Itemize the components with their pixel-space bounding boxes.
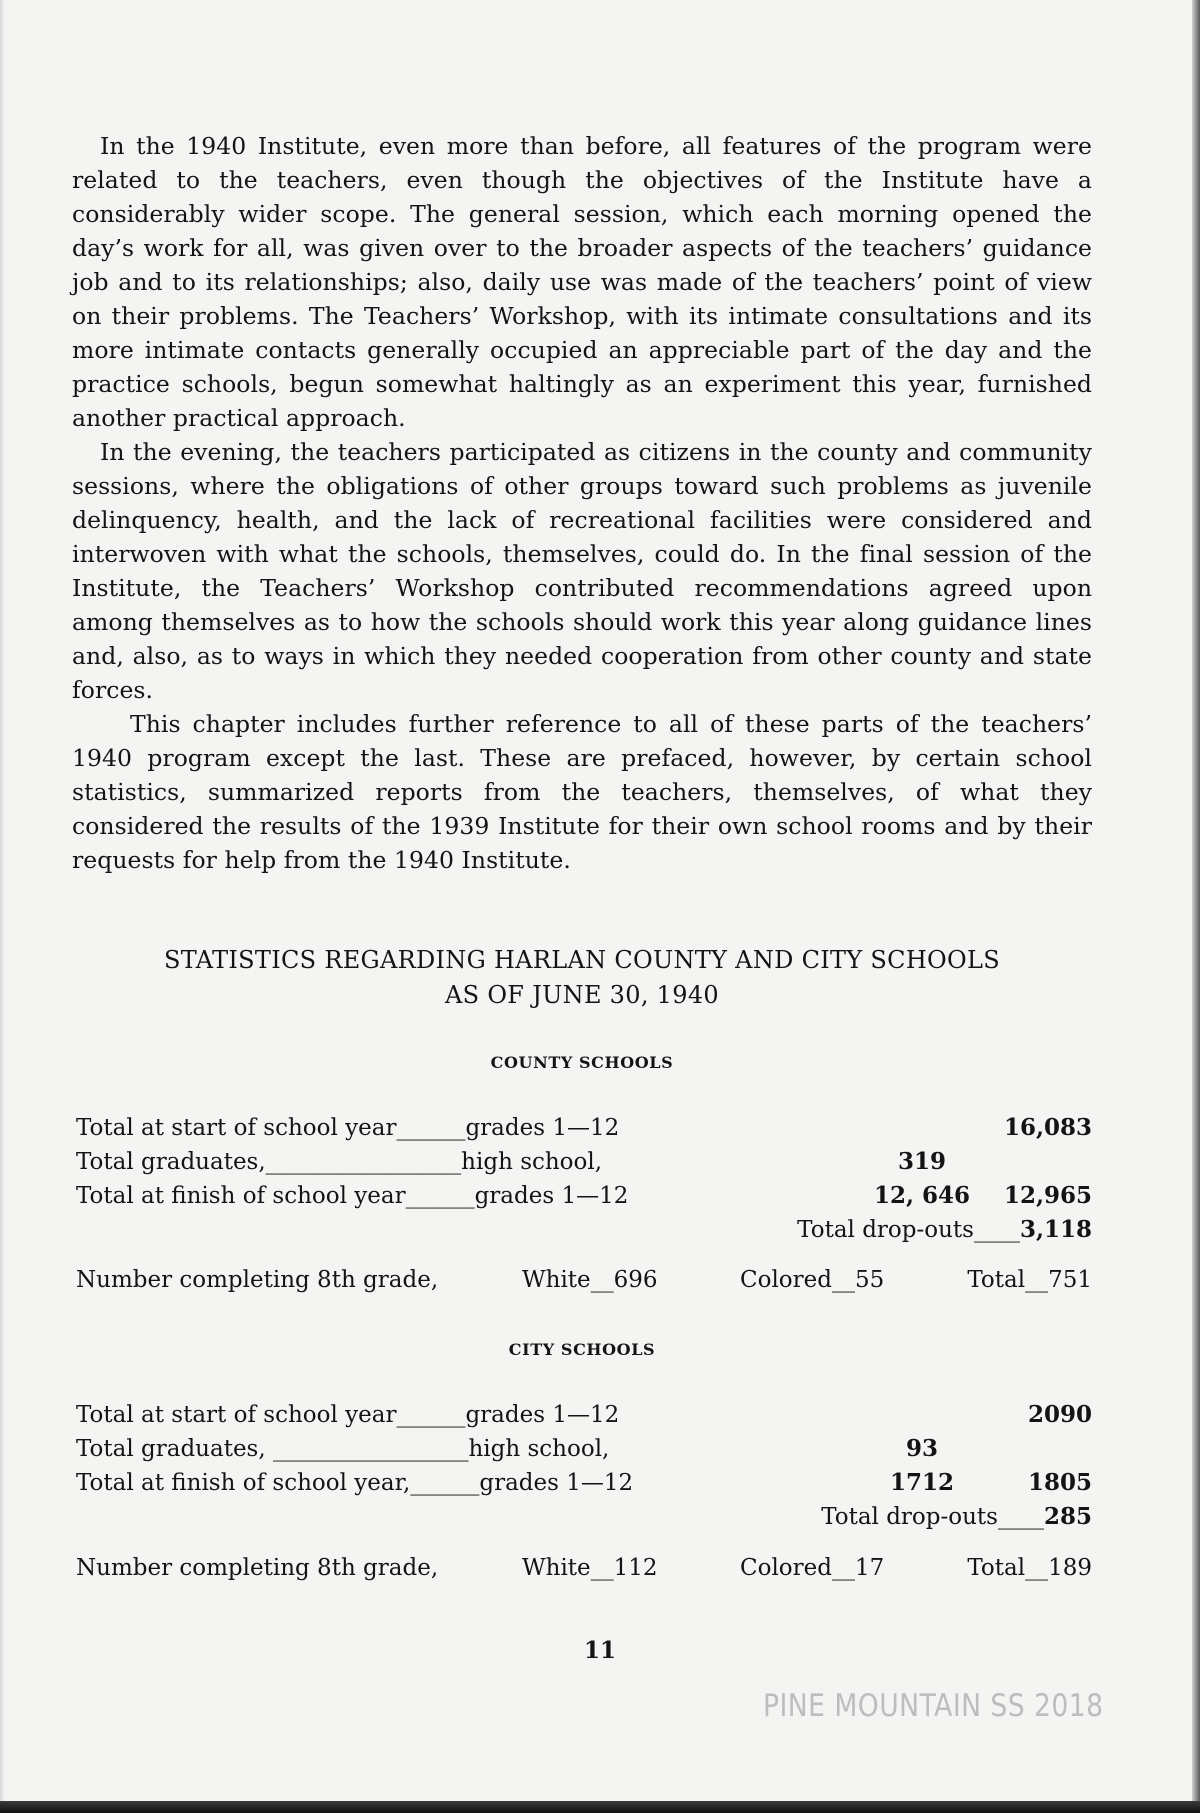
- row-label: Total graduates,_________________high school,: [76, 1149, 603, 1175]
- row-total-value: 16,083: [1003, 1114, 1092, 1141]
- heading-line-2: AS OF JUNE 30, 1940: [445, 981, 719, 1009]
- city-dropouts: [72, 1500, 1092, 1534]
- county-eighth-grade: [72, 1263, 1092, 1297]
- county-row-finish: [72, 1179, 1092, 1213]
- body-text: [72, 129, 1092, 877]
- page-left-edge: [0, 0, 4, 1813]
- row-label: Total at finish of school year______grades 1—12: [76, 1183, 629, 1209]
- eighth-grade-label: Number completing 8th grade,: [76, 1555, 439, 1581]
- watermark: PINE MOUNTAIN SS 2018: [763, 1688, 1104, 1724]
- county-row-graduates: [72, 1145, 1092, 1179]
- row-mid-value: 93: [905, 1435, 938, 1462]
- row-total-value: 12,965: [1003, 1182, 1092, 1209]
- row-total-value: 2090: [1027, 1401, 1092, 1428]
- eighth-grade-colored: Colored__17: [740, 1555, 885, 1581]
- dropouts-label: Total drop-outs____: [821, 1504, 1044, 1530]
- eighth-grade-label: Number completing 8th grade,: [76, 1267, 439, 1293]
- row-label: Total at finish of school year,______grades 1—12: [76, 1470, 634, 1496]
- row-mid-value: 1712: [889, 1469, 954, 1496]
- row-mid-value: 319: [897, 1148, 946, 1175]
- paragraph-1: In the 1940 Institute, even more than before, all features of the program were related to the teachers, even though the objectives of the Institute have a considerably wider scope. The general session, which each morning opened the day’s work for all, was given over to the broader aspects of the teachers’ guidance job and to its relationships; also, daily use was made of the teachers’ point of view on their problems. The Teachers’ Workshop, with its intimate consultations and its more intimate contacts generally occupied an appreciable part of the day and the practice schools, begun somewhat haltingly as an experiment this year, furnished another practical approach.: [72, 132, 1092, 432]
- page-bottom-edge: [0, 1801, 1200, 1813]
- county-schools-title: COUNTY SCHOOLS: [490, 1053, 674, 1072]
- eighth-grade-colored: Colored__55: [740, 1267, 885, 1293]
- dropouts-label: Total drop-outs____: [797, 1217, 1020, 1243]
- row-label: Total graduates, _________________high school,: [76, 1436, 610, 1462]
- row-mid-value: 12, 646: [873, 1182, 971, 1209]
- statistics-heading: [72, 943, 1092, 1013]
- row-label: Total at start of school year______grades 1—12: [76, 1402, 620, 1428]
- dropouts-value: 3,118: [1019, 1216, 1092, 1243]
- county-dropouts: [72, 1213, 1092, 1247]
- heading-line-1: STATISTICS REGARDING HARLAN COUNTY AND CITY SCHOOLS: [164, 946, 1000, 974]
- city-schools-title: CITY SCHOOLS: [508, 1340, 656, 1359]
- paragraph-3: This chapter includes further reference to all of these parts of the teachers’ 1940 program except the last. These are prefaced, however, by certain school statistics, summarized reports from the teachers, themselves, of what they considered the results of the 1939 Institute for their own school rooms and by their requests for help from the 1940 Institute.: [72, 710, 1092, 874]
- page-right-edge: [1192, 0, 1200, 1813]
- page-number: 11: [583, 1637, 616, 1664]
- dropouts-value: 285: [1043, 1503, 1092, 1530]
- eighth-grade-white: White__112: [522, 1555, 658, 1581]
- city-row-graduates: [72, 1432, 1092, 1466]
- row-label: Total at start of school year______grades 1—12: [76, 1115, 620, 1141]
- row-total-value: 1805: [1027, 1469, 1092, 1496]
- eighth-grade-white: White__696: [522, 1267, 658, 1293]
- city-eighth-grade: [72, 1551, 1092, 1585]
- city-row-start: [72, 1398, 1092, 1432]
- eighth-grade-total: Total__751: [967, 1267, 1092, 1293]
- eighth-grade-total: Total__189: [967, 1555, 1092, 1581]
- county-row-start: [72, 1111, 1092, 1145]
- paragraph-2: In the evening, the teachers participated as citizens in the county and community sessions, where the obligations of other groups toward such problems as juvenile delinquency, health, and the lack of recreational facilities were considered and interwoven with what the schools, themselves, could do. In the final session of the Institute, the Teachers’ Workshop contributed recommendations agreed upon among themselves as to how the schools should work this year along guidance lines and, also, as to ways in which they needed cooperation from other county and state forces.: [72, 438, 1092, 704]
- city-row-finish: [72, 1466, 1092, 1500]
